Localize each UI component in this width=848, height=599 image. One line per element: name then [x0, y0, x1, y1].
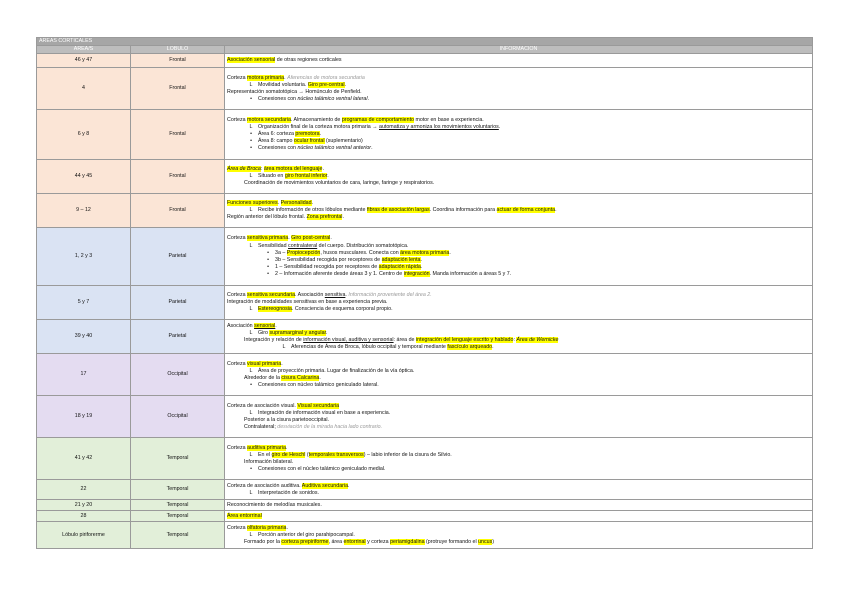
info-cell — [225, 110, 813, 160]
highlighted-term: motora primaria — [247, 74, 285, 81]
area-cell: 9 – 12 — [37, 194, 131, 228]
lobe-cell: Frontal — [131, 194, 225, 228]
highlighted-term: Área de Broca — [227, 166, 261, 173]
area-cell: 6 y 8 — [37, 110, 131, 160]
info-line — [227, 306, 810, 313]
header-row — [37, 46, 813, 54]
info-text: . Manda información a áreas 5 y 7. — [429, 270, 512, 277]
info-text: . — [284, 74, 288, 81]
info-line — [227, 180, 810, 187]
info-line — [227, 330, 810, 337]
info-line — [227, 410, 810, 417]
info-text: Corteza de asociación visual. — [227, 402, 298, 409]
info-text: Integración y relación de — [244, 336, 304, 343]
info-text: del cuerpo. Distribución somatotópica. — [317, 242, 409, 249]
info-line — [227, 532, 810, 539]
info-text: . — [345, 292, 349, 299]
info-text: Organización final de la corteza motora primaria → — [258, 124, 379, 131]
info-line — [227, 250, 810, 257]
branch-marker: L — [249, 451, 253, 458]
area-cell: 22 — [37, 480, 131, 500]
info-cell — [225, 286, 813, 320]
bullet-marker: • — [267, 249, 269, 256]
lobe-cell: Frontal — [131, 54, 225, 68]
area-cell: 28 — [37, 511, 131, 522]
info-cell — [225, 480, 813, 500]
info-text: Información proveniente del área 2. — [348, 292, 432, 299]
info-line — [227, 459, 810, 466]
info-line — [227, 466, 810, 473]
table-row — [37, 320, 813, 354]
info-text: . — [322, 166, 324, 173]
info-cell — [225, 438, 813, 480]
info-line — [227, 96, 810, 103]
highlighted-term: adaptación rápida — [378, 263, 421, 270]
highlighted-term: Giro pre-central — [307, 81, 345, 88]
info-cell — [225, 320, 813, 354]
table-row — [37, 438, 813, 480]
area-cell: Lóbulo piriforerme — [37, 522, 131, 549]
info-line — [227, 82, 810, 89]
info-text: núcleo talámico ventral lateral — [297, 95, 368, 102]
lobe-cell: Temporal — [131, 500, 225, 511]
bullet-marker: • — [267, 263, 269, 270]
info-line — [227, 361, 810, 368]
info-text: . — [311, 200, 314, 207]
cortical-areas-table — [36, 37, 813, 549]
area-cell: 18 y 19 — [37, 396, 131, 438]
table-row — [37, 511, 813, 522]
bullet-marker: • — [267, 256, 269, 263]
info-line — [227, 323, 810, 330]
branch-marker: L — [249, 409, 253, 416]
info-text: Corteza — [227, 235, 248, 242]
highlighted-term: Propiocepción — [286, 249, 321, 256]
info-line — [227, 337, 810, 344]
bullet-marker: • — [250, 95, 252, 102]
highlighted-term: Visual secundaria — [297, 402, 340, 409]
highlighted-term: motora secundaria — [247, 116, 291, 123]
info-line — [227, 344, 810, 351]
highlighted-term: temporales transversos — [308, 451, 364, 458]
highlighted-term: visual primaria — [247, 360, 282, 367]
branch-marker: L — [249, 329, 253, 336]
bullet-marker: • — [250, 131, 252, 138]
info-text: Conexiones con el núcleo talámico geniculado medial. — [258, 465, 386, 472]
info-line — [227, 75, 810, 82]
highlighted-term: adaptación lenta — [381, 256, 421, 263]
info-text: 3a – — [275, 249, 287, 256]
info-text: . — [342, 214, 344, 221]
highlighted-term: auditiva primaria — [247, 444, 286, 451]
info-text: . — [327, 173, 329, 180]
branch-marker: L — [249, 242, 253, 249]
table-row — [37, 286, 813, 320]
info-text: : — [513, 336, 517, 343]
branch-marker: L — [249, 81, 253, 88]
info-text: Movilidad voluntaria. — [258, 81, 308, 88]
info-text: . — [371, 145, 373, 152]
highlighted-term: supramarginal y angular — [269, 329, 327, 336]
info-text: . — [319, 131, 322, 138]
info-cell — [225, 160, 813, 194]
lobe-cell: Temporal — [131, 511, 225, 522]
info-text: Situado en — [258, 173, 285, 180]
info-text: Formado por la — [244, 538, 282, 545]
info-cell — [225, 511, 813, 522]
table-title-row — [37, 38, 813, 46]
info-text: (protruye formando el — [424, 538, 479, 545]
info-line — [227, 173, 810, 180]
info-cell — [225, 54, 813, 68]
table-row — [37, 522, 813, 549]
header-lobe: LÓBULO — [131, 46, 225, 54]
info-text: ) – labio inferior de la cisura de Silvio. — [363, 451, 452, 458]
info-text: . — [281, 360, 283, 367]
info-text: Representación somatotópica → Homúnculo de Penfield. — [227, 88, 362, 95]
info-line — [227, 417, 810, 424]
lobe-cell: Temporal — [131, 480, 225, 500]
area-cell: 21 y 20 — [37, 500, 131, 511]
info-text: . Almacenamiento de — [290, 116, 342, 123]
info-text: : área de — [393, 336, 416, 343]
info-text: . — [277, 200, 281, 207]
info-line — [227, 513, 810, 520]
info-text: Corteza — [227, 444, 248, 451]
info-line — [227, 200, 810, 207]
info-line — [227, 271, 810, 278]
highlighted-term: corteza prepiriforme — [281, 538, 329, 545]
info-text: . — [367, 95, 370, 102]
highlighted-term: programas de comportamiento — [341, 116, 414, 123]
info-text: ( — [305, 451, 309, 458]
table-row — [37, 354, 813, 396]
area-cell: 5 y 7 — [37, 286, 131, 320]
info-text: sensitiva — [324, 292, 346, 299]
info-line — [227, 299, 810, 306]
branch-marker: L — [249, 489, 253, 496]
info-text: Conexiones con núcleo talámico geniculado lateral. — [258, 381, 379, 388]
table-row — [37, 194, 813, 228]
info-cell — [225, 194, 813, 228]
area-cell: 41 y 42 — [37, 438, 131, 480]
info-text: ) — [492, 538, 495, 545]
area-cell: 46 y 47 — [37, 54, 131, 68]
info-cell — [225, 68, 813, 110]
info-line — [227, 138, 810, 145]
area-cell: 17 — [37, 354, 131, 396]
highlighted-term: área motora primaria — [400, 249, 450, 256]
highlighted-term: Zona prefrontal — [306, 214, 343, 221]
info-cell — [225, 354, 813, 396]
bullet-marker: • — [250, 465, 252, 472]
info-text: Coordinación de movimientos voluntarios de cara, laringe, faringe y respiratorios. — [244, 180, 435, 187]
lobe-cell: Frontal — [131, 110, 225, 160]
highlighted-term: giro frontal inferior — [284, 173, 328, 180]
lobe-cell: Temporal — [131, 522, 225, 549]
branch-marker: L — [249, 207, 253, 214]
area-cell: 4 — [37, 68, 131, 110]
info-line — [227, 57, 810, 64]
info-cell — [225, 228, 813, 286]
info-text: . — [348, 482, 350, 489]
info-line — [227, 502, 810, 509]
info-text: Corteza — [227, 74, 248, 81]
highlighted-term: giro de Heschl — [271, 451, 306, 458]
table-row — [37, 160, 813, 194]
info-text: , husos musculares. Conecta con — [320, 249, 401, 256]
branch-marker: L — [249, 306, 253, 313]
info-text: . — [319, 374, 321, 381]
table-row — [37, 110, 813, 160]
info-line — [227, 214, 810, 221]
lobe-cell: Occipital — [131, 396, 225, 438]
info-cell — [225, 522, 813, 549]
info-text: Aferencias de Área de Broca, lóbulo occipital y temporal mediante — [291, 343, 448, 350]
table-title: ÁREAS CORTICALES — [37, 38, 813, 46]
info-text: (suplementario) — [324, 138, 363, 145]
info-text: : — [260, 166, 264, 173]
info-line — [227, 539, 810, 546]
info-text: automatiza y armoniza los movimientos voluntarios — [379, 124, 499, 131]
branch-marker: L — [249, 173, 253, 180]
table-body — [37, 38, 813, 549]
info-text: Giro — [258, 329, 270, 336]
highlighted-term: actuar de forma conjunta — [496, 207, 556, 214]
highlighted-term: Giro post-central — [291, 235, 331, 242]
highlighted-term: área motora del lenguaje — [263, 166, 323, 173]
bullet-marker: • — [250, 381, 252, 388]
info-text: . — [498, 124, 501, 131]
info-line — [227, 145, 810, 152]
info-text: 3b – Sensibilidad recogida por receptores de — [275, 256, 382, 263]
info-text: Integración de información visual en base a experiencia. — [258, 409, 391, 416]
area-cell: 44 y 45 — [37, 160, 131, 194]
table-row — [37, 396, 813, 438]
highlighted-term: Área de Wernicke — [516, 336, 559, 343]
branch-marker: L — [282, 343, 286, 350]
table-row — [37, 500, 813, 511]
highlighted-term: premotora — [295, 131, 320, 138]
highlighted-term: fibras de asociación largas — [366, 207, 430, 214]
info-cell — [225, 500, 813, 511]
info-text: Corteza — [227, 524, 248, 531]
info-text: Corteza — [227, 292, 248, 299]
highlighted-term: periamigdalina — [390, 538, 425, 545]
info-text: Recibe información de otros lóbulos mediante — [258, 207, 367, 214]
info-text: Integración de modalidades sensitivas en base a experiencia previa. — [227, 299, 388, 306]
highlighted-term: integración del lenguaje escrito y hablado — [415, 336, 514, 343]
info-text: 2 – Información aferente desde áreas 3 y 1. Centro de — [275, 270, 404, 277]
info-line — [227, 375, 810, 382]
highlighted-term: integración — [403, 270, 430, 277]
highlighted-term: entorrinal — [343, 538, 366, 545]
info-text: . — [326, 329, 328, 336]
info-line — [227, 483, 810, 490]
info-line — [227, 207, 810, 214]
info-text: Contralateral; — [244, 423, 278, 430]
info-text: Área 6: corteza — [258, 131, 296, 138]
info-line — [227, 445, 810, 452]
info-line — [227, 368, 810, 375]
highlighted-term: Personalidad — [280, 200, 312, 207]
info-line — [227, 382, 810, 389]
info-text: . — [420, 263, 423, 270]
bullet-marker: • — [250, 145, 252, 152]
info-line — [227, 292, 810, 299]
info-text: Corteza — [227, 116, 248, 123]
info-text: . Asociación — [295, 292, 325, 299]
info-text: Interpretación de sonidos. — [258, 489, 319, 496]
highlighted-term: Asociación sensorial — [227, 57, 276, 64]
info-text: . Consciencia de esquema corporal propio. — [291, 306, 393, 313]
info-text: , área — [328, 538, 344, 545]
info-text: . — [420, 256, 422, 263]
lobe-cell: Temporal — [131, 438, 225, 480]
highlighted-term: Funciones superiores — [227, 200, 278, 207]
highlighted-term: olfatoria primaria — [247, 524, 287, 531]
info-line — [227, 243, 810, 250]
lobe-cell: Frontal — [131, 68, 225, 110]
info-text: 1 – Sensibilidad recogida por receptores de — [275, 263, 379, 270]
lobe-cell: Parietal — [131, 286, 225, 320]
lobe-cell: Parietal — [131, 228, 225, 286]
info-line — [227, 166, 810, 173]
info-text: . — [288, 235, 292, 242]
info-line — [227, 257, 810, 264]
branch-marker: L — [249, 367, 253, 374]
info-text: Aferencias de motora secundaria — [287, 74, 365, 81]
info-text: Conexiones con — [258, 95, 298, 102]
info-text: Corteza de asociación auditiva. — [227, 482, 302, 489]
info-text: Posterior a la cisura parietooccipital. — [244, 416, 330, 423]
info-cell — [225, 396, 813, 438]
info-text: . Coordina información para — [429, 207, 497, 214]
highlighted-term: fascículo arqueado — [447, 343, 493, 350]
info-text: desviación de la mirada hacia lado contrario. — [277, 423, 383, 430]
info-text: Alrededor de la — [244, 374, 282, 381]
info-text: . — [286, 524, 288, 531]
info-text: . — [492, 343, 494, 350]
info-text: Corteza — [227, 360, 248, 367]
bullet-marker: • — [267, 270, 269, 277]
info-line — [227, 235, 810, 242]
info-line — [227, 424, 810, 431]
info-text: . — [344, 81, 347, 88]
highlighted-term: cisura Calcarina — [281, 374, 320, 381]
info-text: . — [330, 235, 332, 242]
info-text: . — [275, 322, 277, 329]
branch-marker: L — [249, 531, 253, 538]
branch-marker: L — [249, 124, 253, 131]
table-row — [37, 228, 813, 286]
info-text: Región anterior del lóbulo frontal. — [227, 214, 307, 221]
header-area: ÁREA/S — [37, 46, 131, 54]
info-text: En el — [258, 451, 272, 458]
info-text: Área 8: campo — [258, 138, 294, 145]
highlighted-term: Área entorrinal — [227, 512, 262, 519]
lobe-cell: Parietal — [131, 320, 225, 354]
highlighted-term: sensitiva secundaria — [247, 292, 296, 299]
info-line — [227, 89, 810, 96]
info-text: Porción anterior del giro parahipocampal. — [258, 531, 355, 538]
info-text: y corteza — [365, 538, 391, 545]
info-line — [227, 525, 810, 532]
table-row — [37, 68, 813, 110]
info-text: información visual, auditiva y sensorial — [303, 336, 394, 343]
header-info: INFORMACIÓN — [225, 46, 813, 54]
highlighted-term: sensorial — [254, 322, 276, 329]
highlighted-term: uncus — [478, 538, 493, 545]
info-text: motor en base a experiencia. — [414, 116, 484, 123]
info-text: Área de proyección primaria. Lugar de finalización de la vía óptica. — [258, 367, 415, 374]
info-text: . — [449, 249, 451, 256]
info-text: . — [555, 207, 557, 214]
info-text: núcleo talámico ventral anterior — [297, 145, 372, 152]
highlighted-term: Estereognosia — [258, 306, 292, 313]
info-text: de otras regiones corticales — [275, 57, 342, 64]
highlighted-term: sensitiva primaria — [247, 235, 289, 242]
area-cell: 39 y 40 — [37, 320, 131, 354]
lobe-cell: Frontal — [131, 160, 225, 194]
table-row — [37, 480, 813, 500]
info-text: Reconocimiento de melodías musicales. — [227, 501, 322, 508]
info-line — [227, 452, 810, 459]
info-line — [227, 490, 810, 497]
bullet-marker: • — [250, 138, 252, 145]
info-text: Conexiones con — [258, 145, 298, 152]
info-line — [227, 403, 810, 410]
highlighted-term: ocular frontal — [293, 138, 325, 145]
info-text: Información bilateral. — [244, 458, 294, 465]
info-line — [227, 117, 810, 124]
info-text: contralateral — [288, 242, 318, 249]
highlighted-term: Auditiva secundaria — [301, 482, 349, 489]
area-cell: 1, 2 y 3 — [37, 228, 131, 286]
info-text: . — [285, 444, 288, 451]
info-text: Sensibilidad — [258, 242, 289, 249]
table-row — [37, 54, 813, 68]
info-line — [227, 264, 810, 271]
info-text: Asociación — [227, 322, 255, 329]
lobe-cell: Occipital — [131, 354, 225, 396]
